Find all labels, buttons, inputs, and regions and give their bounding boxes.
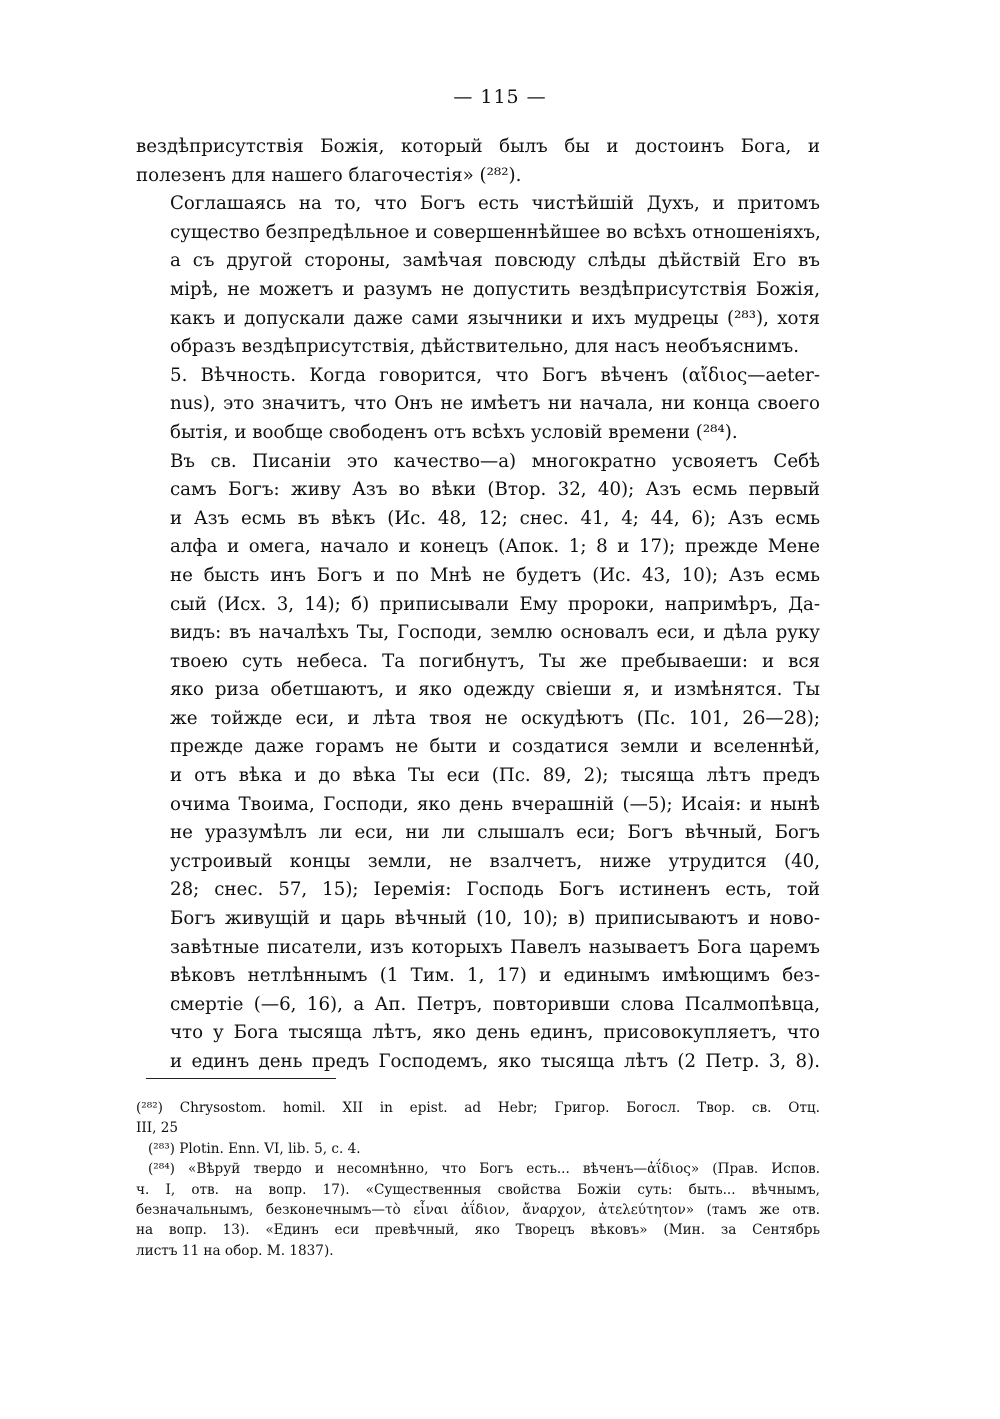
paragraph-3 xyxy=(136,362,820,448)
text-line: вездѣприсутствія Божія, который былъ бы и достоинъ Бога, и xyxy=(136,136,820,157)
page-number: — 115 — xyxy=(453,86,547,108)
footnote-284 xyxy=(136,1159,820,1261)
footnotes xyxy=(136,1098,820,1261)
footnote-line: (²⁸²) Chrysostom. homil. XII in epist. ad Hebr; Григор. Богосл. Твор. св. Отц. xyxy=(136,1100,820,1116)
text-line: очима Твоима, Господи, яко день вчерашній (—5); Исаія: и нынѣ xyxy=(170,793,820,815)
text-line: мірѣ, не можетъ и разумъ не допустить вездѣприсутствія Божія, xyxy=(170,278,820,300)
paragraph-4 xyxy=(136,448,820,1077)
footnote-line: ч. I, отв. на вопр. 17). «Существенныя свойства Божіи суть: быть... вѣчнымъ, xyxy=(136,1181,820,1198)
text-line: и Азъ есмь въ вѣкъ (Ис. 48, 12; снес. 41, 4; 44, 6); Азъ есмь xyxy=(170,507,820,529)
footnote-line: листъ 11 на обор. М. 1837). xyxy=(136,1242,334,1259)
paragraph-1 xyxy=(136,133,820,190)
text-line: что у Бога тысяща лѣтъ, яко день единъ, присовокупляетъ, что xyxy=(170,1022,820,1044)
text-line: не уразумѣлъ ли еси, ни ли слышалъ еси; Богъ вѣчный, Богъ xyxy=(170,822,820,844)
text-line: завѣтные писатели, изъ которыхъ Павелъ называетъ Бога царемъ xyxy=(170,936,820,958)
footnote-line: III, 25 xyxy=(136,1120,179,1137)
footnote-line: безначальнымъ, безконечнымъ—τὸ εἶναι ἀΐδιον, ἄναρχον, ἀτελεύτητον» (тамъ же отв. xyxy=(136,1202,820,1219)
text-line: же тойжде еси, и лѣта твоя не оскудѣютъ (Пс. 101, 26—28); xyxy=(170,707,820,729)
text-line: твоею суть небеса. Та погибнутъ, Ты же пребываеши: и вся xyxy=(170,650,820,672)
text-line: Богъ живущій и царь вѣчный (10, 10); в) приписываютъ и ново- xyxy=(170,908,820,930)
text-line: 5. Вѣчность. Когда говорится, что Богъ вѣченъ (αἴδιος—aeter- xyxy=(170,364,820,386)
text-line: вѣковъ нетлѣннымъ (1 Тим. 1, 17) и единымъ имѣющимъ без- xyxy=(170,965,820,987)
footnote-line: на вопр. 13). «Единъ еси превѣчный, яко Творецъ вѣковъ» (Мин. за Сентябрь xyxy=(136,1222,820,1239)
footnote-line: (²⁸³) Plotin. Enn. VI, lib. 5, c. 4. xyxy=(148,1140,361,1157)
text-line: Въ св. Писаніи это качество—а) многократно усвояетъ Себѣ xyxy=(170,450,820,472)
footnote-282 xyxy=(136,1098,820,1139)
text-line: смертіе (—6, 16), а Ап. Петръ, повторивши слова Псалмопѣвца, xyxy=(170,993,820,1015)
paragraph-2 xyxy=(136,190,820,362)
footnote-divider xyxy=(146,1078,336,1079)
footnote-283 xyxy=(136,1139,820,1159)
text-line: алфа и омега, начало и конецъ (Апок. 1; 8 и 17); прежде Мене xyxy=(170,536,820,558)
text-line: какъ и допускали даже сами язычники и ихъ мудрецы (²⁸³), хотя xyxy=(170,307,820,329)
text-line: nus), это значитъ, что Онъ не имѣетъ ни начала, ни конца своего xyxy=(170,393,820,415)
text-line: видъ: въ началѣхъ Ты, Господи, землю основалъ еси, и дѣла руку xyxy=(170,622,820,644)
text-line: яко риза обетшаютъ, и яко одежду свіеши я, и измѣнятся. Ты xyxy=(170,679,820,701)
main-text xyxy=(136,133,820,1077)
text-line: не бысть инъ Богъ и по Мнѣ не будетъ (Ис. 43, 10); Азъ есмь xyxy=(170,564,820,586)
text-line: сый (Исх. 3, 14); б) приписывали Ему пророки, напримѣръ, Да- xyxy=(170,593,820,615)
text-line: образъ вездѣприсутствія, дѣйствительно, для насъ необъяснимъ. xyxy=(170,336,800,358)
text-line: Соглашаясь на то, что Богъ есть чистѣйшій Духъ, и притомъ xyxy=(170,193,820,215)
footnote-line: (²⁸⁴) «Вѣруй твердо и несомнѣнно, что Богъ есть... вѣченъ—ἀΐδιος» (Прав. Испов. xyxy=(148,1161,820,1178)
text-line: прежде даже горамъ не быти и создатися земли и вселеннѣй, xyxy=(170,736,820,758)
text-line: а съ другой стороны, замѣчая повсюду слѣды дѣйствій Его въ xyxy=(170,250,820,272)
text-line: существо безпредѣльное и совершеннѣйшее во всѣхъ отношеніяхъ, xyxy=(170,221,821,243)
text-line: полезенъ для нашего благочестія» (²⁸²). xyxy=(136,164,522,186)
text-line: и отъ вѣка и до вѣка Ты еси (Пс. 89, 2); тысяща лѣтъ предъ xyxy=(170,765,820,787)
text-line: самъ Богъ: живу Азъ во вѣки (Втор. 32, 40); Азъ есмь первый xyxy=(170,479,820,501)
text-line: 28; снес. 57, 15); Іеремія: Господь Богъ истиненъ есть, той xyxy=(170,879,820,901)
text-line: бытія, и вообще свободенъ отъ всѣхъ условій времени (²⁸⁴). xyxy=(170,421,738,443)
text-line: устроивый концы земли, не взалчетъ, ниже утрудится (40, xyxy=(170,850,820,872)
text-line: и единъ день предъ Господемъ, яко тысяща лѣтъ (2 Петр. 3, 8). xyxy=(170,1051,820,1072)
